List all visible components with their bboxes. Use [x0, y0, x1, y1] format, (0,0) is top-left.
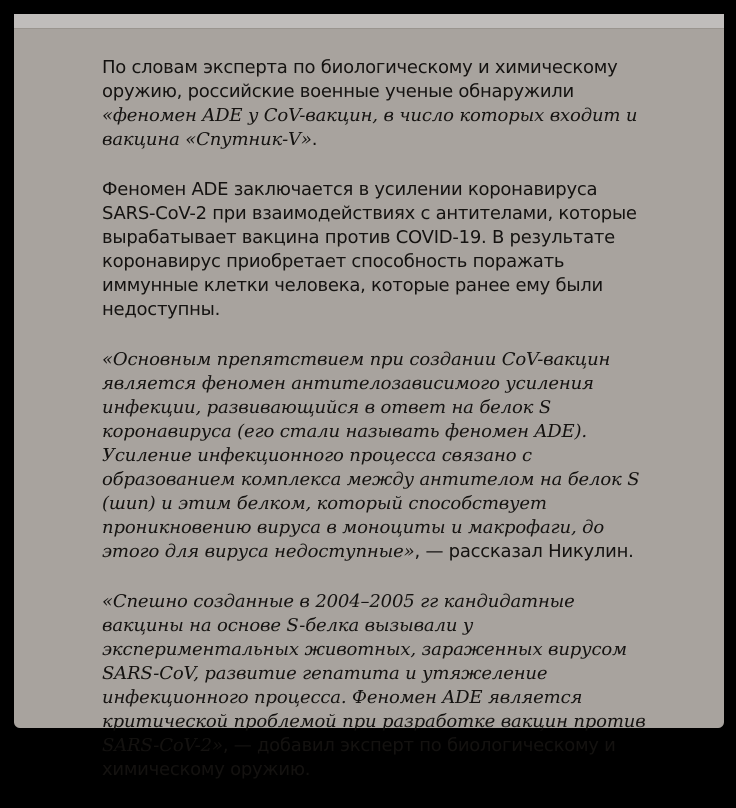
paragraph-1-quote: «феномен ADE у CoV-вакцин, в число которых входит и вакцина «Спутник-V»	[102, 105, 638, 150]
paragraph-3-quote: «Основным препятствием при создании CoV-вакцин является феномен антителозависимого усиления инфекции, развивающийся в ответ на белок S коронавируса (его стали называть феномен ADE). Усиление инфекционного процесса связано с образованием комплекса между антителом на белок S (шип) и этим белком, который способствует проникновению вируса в моноциты и макрофаги, до этого для вируса недоступные»	[102, 349, 640, 562]
paragraph-4	[102, 590, 654, 782]
paragraph-1-text: По словам эксперта по биологическому и химическому оружию, российские военные ученые обнаружили	[102, 57, 618, 102]
paragraph-1-end: .	[311, 129, 318, 150]
paragraph-3-attribution: , — рассказал Никулин.	[414, 541, 634, 562]
paragraph-4-quote: «Спешно созданные в 2004–2005 гг кандидатные вакцины на основе S-белка вызывали у экспериментальных животных, зараженных вирусом SARS-CoV, развитие гепатита и утяжеление инфекционного процесса. Феномен ADE является критической проблемой при разработке вакцин против SARS-CoV-2»	[102, 591, 646, 756]
paragraph-2-text: Феномен ADE заключается в усилении коронавируса SARS-CoV-2 при взаимодействиях с антителами, которые вырабатывает вакцина против COVID-19. В результате коронавирус приобретает способность поражать иммунные клетки человека, которые ранее ему были недоступны.	[102, 179, 637, 320]
paragraph-3	[102, 348, 654, 564]
article-panel	[14, 14, 724, 780]
paragraph-2	[102, 178, 654, 322]
article-body	[102, 56, 654, 808]
paragraph-4-attribution: , — добавил эксперт по биологическому и химическому оружию.	[102, 735, 616, 780]
panel-top-strip	[14, 14, 724, 29]
paragraph-1	[102, 56, 654, 152]
